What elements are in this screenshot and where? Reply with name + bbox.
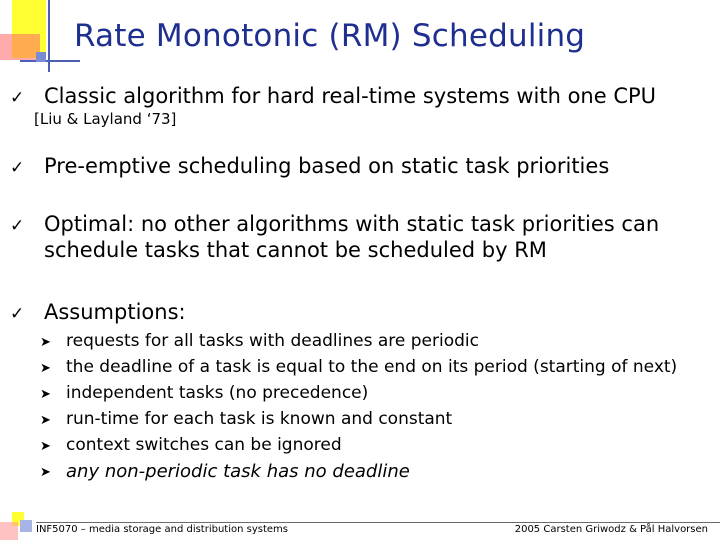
arrow-right-icon: ➤	[40, 439, 51, 454]
decor-blue-square	[36, 52, 46, 62]
assumption-item-italic: ➤ any non-periodic task has no deadline	[40, 461, 410, 482]
decor-horizontal-line	[20, 60, 80, 62]
arrow-right-icon: ➤	[40, 335, 51, 350]
check-mark-icon: ✓	[10, 158, 25, 178]
footer-divider	[36, 522, 720, 523]
slide-title: Rate Monotonic (RM) Scheduling	[74, 18, 586, 54]
arrow-right-icon: ➤	[40, 387, 51, 402]
bullet-classic-algorithm	[10, 84, 657, 108]
bullet-optimal	[10, 212, 660, 236]
arrow-right-icon: ➤	[40, 361, 51, 376]
citation-note: [Liu & Layland ‘73]	[34, 110, 177, 128]
assumption-item: ➤ requests for all tasks with deadlines are periodic	[40, 331, 479, 351]
bullet-text: Classic algorithm for hard real-time systems with one CPU	[44, 84, 657, 108]
assumption-item: ➤ context switches can be ignored	[40, 435, 342, 455]
bullet-text-line1: Optimal: no other algorithms with static task priorities can	[44, 212, 660, 236]
arrow-right-icon: ➤	[40, 413, 51, 428]
bullet-assumptions	[10, 300, 186, 324]
footer-course: INF5070 – media storage and distribution systems	[36, 524, 289, 535]
assumption-item: ➤ independent tasks (no precedence)	[40, 383, 369, 403]
decor-red-square	[0, 34, 40, 60]
check-mark-icon: ✓	[10, 216, 25, 236]
bullet-text: Assumptions:	[44, 300, 186, 324]
footer-decor-red	[0, 522, 18, 540]
check-mark-icon: ✓	[10, 88, 25, 108]
footer-decor-blue	[20, 520, 32, 532]
bullet-text-line2: schedule tasks that cannot be scheduled by RM	[44, 238, 547, 262]
footer-authors: 2005 Carsten Griwodz & Pål Halvorsen	[514, 524, 708, 535]
assumption-item: ➤ the deadline of a task is equal to the end on its period (starting of next)	[40, 357, 678, 377]
check-mark-icon: ✓	[10, 304, 25, 324]
bullet-text: Pre-emptive scheduling based on static task priorities	[44, 154, 610, 178]
assumption-item: ➤ run-time for each task is known and constant	[40, 409, 453, 429]
arrow-right-icon: ➤	[40, 465, 51, 480]
bullet-preemptive	[10, 154, 610, 178]
